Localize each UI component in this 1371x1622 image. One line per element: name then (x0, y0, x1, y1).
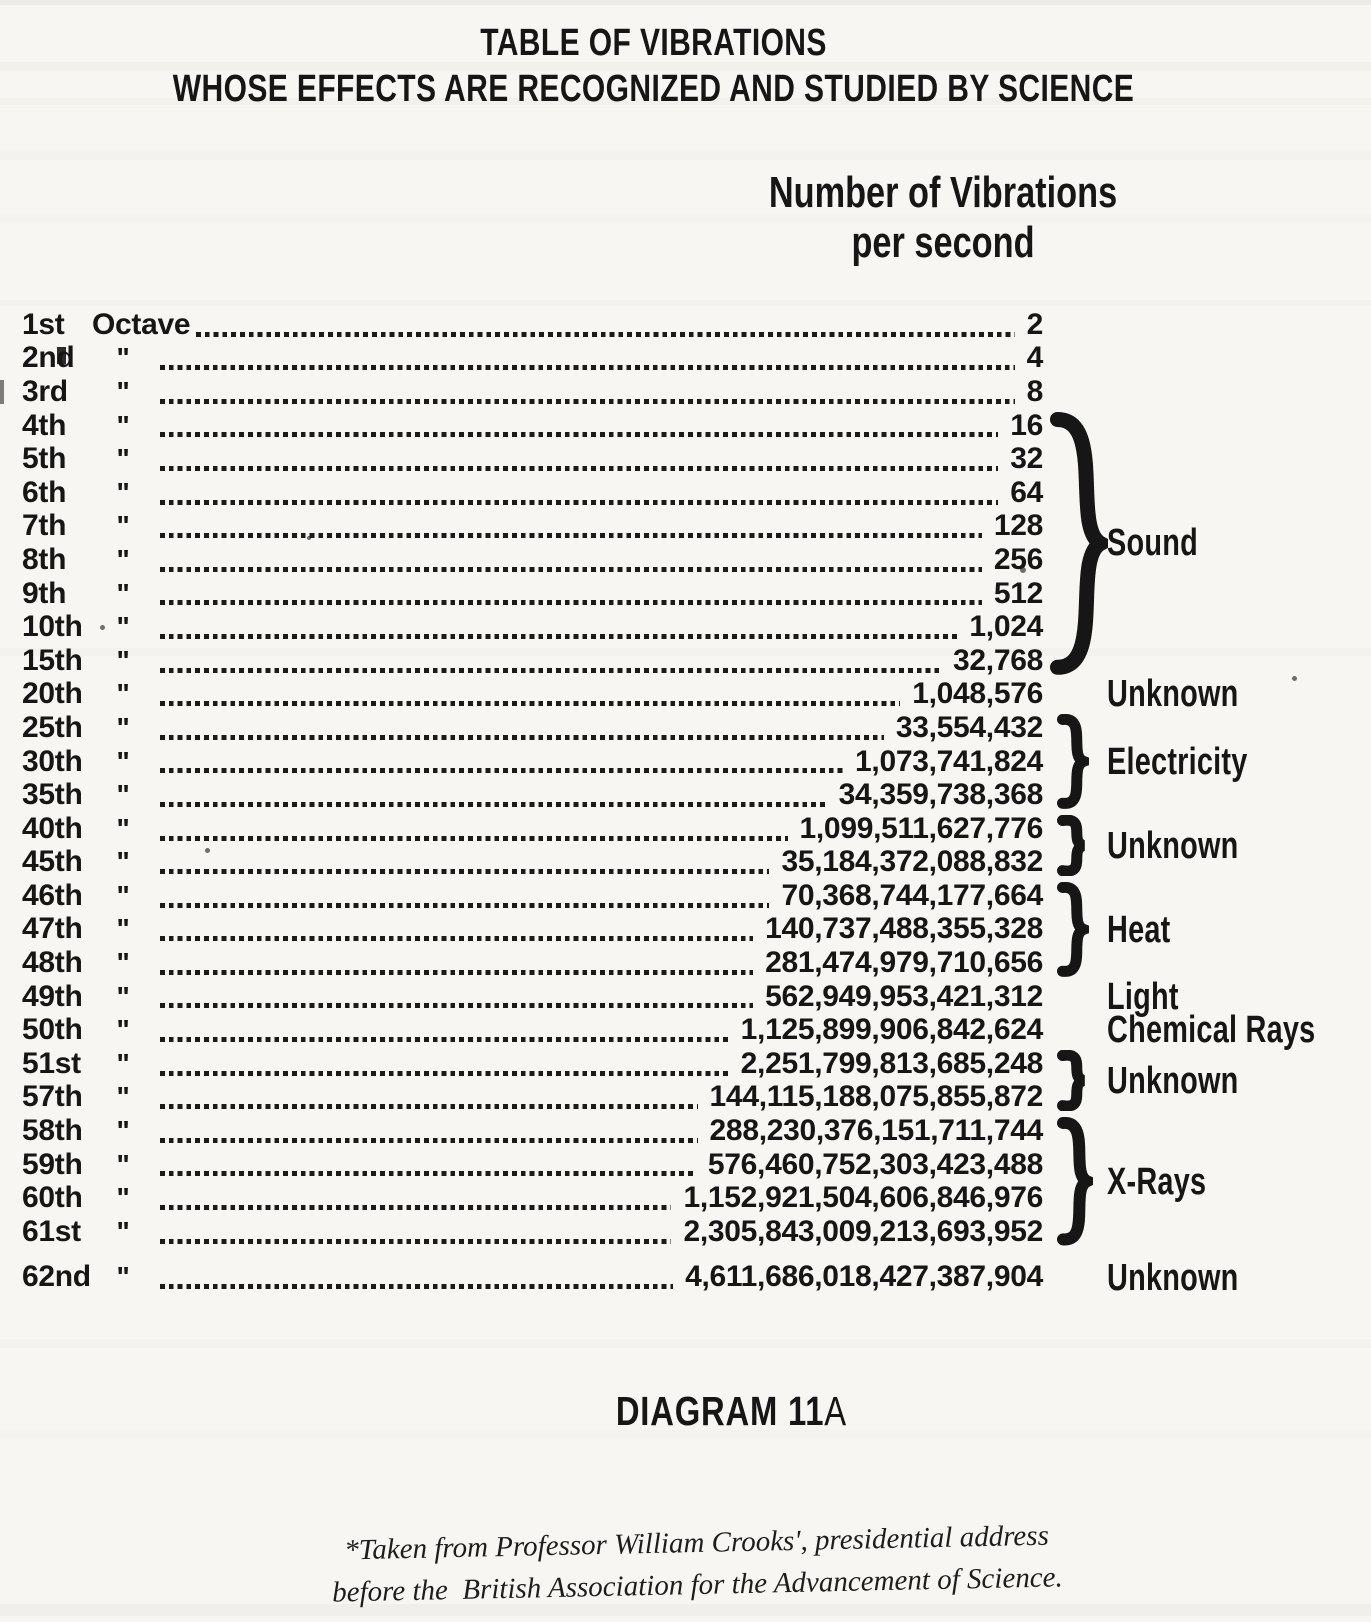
dotted-leader (154, 745, 851, 779)
octave-ordinal: 40th (22, 811, 83, 845)
dotted-leader (154, 543, 990, 577)
octave-unit-label: Octave (92, 307, 191, 341)
vibration-value: 512 (993, 576, 1043, 610)
category-label: Sound (1107, 522, 1198, 565)
octave-ordinal: 5th (22, 442, 67, 476)
table-row (22, 1081, 1043, 1115)
vibration-value: 2,251,799,813,685,248 (740, 1046, 1043, 1080)
octave-ordinal: 9th (22, 576, 67, 610)
dotted-leader (154, 1215, 679, 1249)
octave-ordinal: 25th (22, 710, 83, 744)
table-row (22, 375, 1043, 409)
scan-streak (0, 300, 1371, 306)
octave-ordinal: 7th (22, 509, 67, 543)
octave-ordinal: 60th (22, 1181, 83, 1215)
octave-ordinal: 62nd (22, 1260, 91, 1294)
ditto-mark: " (116, 1182, 130, 1214)
octave-ordinal: 6th (22, 475, 67, 509)
vibration-value: 33,554,432 (895, 710, 1043, 744)
scan-streak (0, 1339, 1371, 1348)
dotted-leader (154, 1114, 706, 1148)
ditto-mark: " (116, 1047, 130, 1079)
ditto-mark: " (116, 1014, 130, 1046)
diagram-caption-suffix: A (824, 1388, 847, 1434)
dotted-leader (154, 980, 761, 1014)
category-label: X-Rays (1107, 1160, 1207, 1203)
ditto-mark: " (116, 1081, 130, 1113)
footnote-line2: before the British Association for the Advancement of Science. (331, 1561, 1064, 1609)
vibration-value: 140,737,488,355,328 (765, 912, 1043, 946)
ditto-mark: " (116, 476, 130, 508)
vibration-value: 1,024 (969, 610, 1043, 644)
dotted-leader (154, 577, 990, 611)
octave-ordinal: 47th (22, 912, 83, 946)
dotted-leader (154, 1047, 737, 1081)
scan-artifact (0, 380, 4, 404)
vibration-value: 2 (1026, 307, 1043, 341)
table-row (22, 1013, 1043, 1047)
table-row (22, 1148, 1043, 1182)
category-label: Light (1107, 975, 1179, 1018)
category-label: Heat (1107, 908, 1171, 951)
category-brace (1055, 1050, 1089, 1111)
octave-ordinal: 30th (22, 744, 83, 778)
vibration-value: 256 (993, 542, 1043, 576)
dotted-leader (154, 510, 990, 544)
category-brace (1048, 412, 1108, 675)
scan-speck (1292, 676, 1297, 681)
scan-streak (0, 150, 1371, 160)
table-row (22, 543, 1043, 577)
category-brace (1055, 1117, 1093, 1245)
ditto-mark: " (116, 779, 130, 811)
category-label: Unknown (1107, 673, 1239, 716)
vibration-value: 16 (1010, 408, 1043, 442)
octave-ordinal: 2nd (22, 341, 75, 375)
category-brace (1055, 714, 1089, 809)
ditto-mark: " (116, 543, 130, 575)
ditto-mark: " (116, 1261, 130, 1293)
table-row (22, 308, 1043, 342)
octave-ordinal: 58th (22, 1114, 83, 1148)
dotted-leader (154, 812, 796, 846)
ditto-mark: " (116, 443, 130, 475)
octave-ordinal: 49th (22, 979, 83, 1013)
footnote-line1: *Taken from Professor William Crooks', presidential address (343, 1519, 1050, 1567)
table-row (22, 913, 1043, 947)
octave-ordinal: 61st (22, 1214, 81, 1248)
table-row (22, 812, 1043, 846)
dotted-leader (154, 846, 777, 880)
vibration-value: 34,359,738,368 (838, 778, 1043, 812)
vibration-value: 35,184,372,088,832 (781, 845, 1043, 879)
octave-ordinal: 3rd (22, 374, 68, 408)
octave-ordinal: 57th (22, 1080, 83, 1114)
table-row (22, 1261, 1043, 1295)
octave-ordinal: 50th (22, 1013, 83, 1047)
dotted-leader (154, 1261, 681, 1295)
ditto-mark: " (116, 678, 130, 710)
dotted-leader (154, 778, 835, 812)
ditto-mark: " (116, 812, 130, 844)
table-row (22, 745, 1043, 779)
ditto-mark: " (116, 947, 130, 979)
octave-ordinal: 35th (22, 778, 83, 812)
octave-ordinal: 4th (22, 408, 67, 442)
table-row (22, 1114, 1043, 1148)
vibration-value: 1,048,576 (912, 677, 1043, 711)
table-row (22, 1047, 1043, 1081)
dotted-leader (154, 1081, 706, 1115)
dotted-leader (154, 1181, 679, 1215)
page-title-line1: TABLE OF VIBRATIONS (480, 22, 827, 64)
value-column-header (709, 168, 1177, 268)
vibration-value: 1,073,741,824 (855, 744, 1043, 778)
table-row (22, 510, 1043, 544)
ditto-mark: " (116, 879, 130, 911)
ditto-mark: " (116, 577, 130, 609)
category-label: Unknown (1107, 824, 1239, 867)
dotted-leader (154, 644, 949, 678)
ditto-mark: " (116, 1215, 130, 1247)
page-title (112, 20, 1195, 112)
ditto-mark: " (116, 342, 130, 374)
category-label: Unknown (1107, 1059, 1239, 1102)
vibration-value: 281,474,979,710,656 (765, 946, 1043, 980)
vibration-value: 562,949,953,421,312 (765, 979, 1043, 1013)
ditto-mark: " (116, 745, 130, 777)
table-row (22, 577, 1043, 611)
table-row (22, 946, 1043, 980)
vibration-value: 1,125,899,906,842,624 (740, 1013, 1043, 1047)
vibration-value: 144,115,188,075,855,872 (709, 1080, 1043, 1114)
table-row (22, 476, 1043, 510)
category-label: Chemical Rays (1107, 1009, 1316, 1052)
dotted-leader (190, 308, 1022, 342)
dotted-leader (154, 409, 1006, 443)
dotted-leader (154, 711, 892, 745)
scan-streak (0, 0, 1371, 5)
value-column-header-line1: Number of Vibrations (768, 168, 1118, 217)
ditto-mark: " (116, 409, 130, 441)
vibration-value: 128 (993, 509, 1043, 543)
ditto-mark: " (116, 980, 130, 1012)
octave-ordinal: 1st (22, 307, 65, 341)
ditto-mark: " (116, 711, 130, 743)
vibration-value: 8 (1026, 374, 1043, 408)
ditto-mark: " (116, 510, 130, 542)
dotted-leader (154, 375, 1023, 409)
vibration-value: 70,368,744,177,664 (781, 878, 1043, 912)
ditto-mark: " (116, 1148, 130, 1180)
ditto-mark: " (116, 1115, 130, 1147)
table-row (22, 778, 1043, 812)
octave-ordinal: 15th (22, 643, 83, 677)
dotted-leader (154, 342, 1023, 376)
dotted-leader (154, 610, 965, 644)
table-row (22, 980, 1043, 1014)
table-row (22, 342, 1043, 376)
table-row (22, 1181, 1043, 1215)
dotted-leader (154, 678, 908, 712)
table-row (22, 879, 1043, 913)
category-label: Electricity (1107, 740, 1248, 783)
octave-ordinal: 46th (22, 878, 83, 912)
table-row (22, 409, 1043, 443)
table-row (22, 1215, 1043, 1249)
category-brace (1055, 815, 1089, 876)
octave-ordinal: 48th (22, 946, 83, 980)
ditto-mark: " (116, 375, 130, 407)
octave-ordinal: 10th (22, 610, 83, 644)
diagram-caption (491, 1388, 971, 1435)
dotted-leader (154, 913, 761, 947)
category-label: Unknown (1107, 1256, 1239, 1299)
dotted-leader (154, 442, 1006, 476)
dotted-leader (154, 879, 777, 913)
vibration-value: 4,611,686,018,427,387,904 (685, 1260, 1043, 1294)
dotted-leader (154, 476, 1006, 510)
vibration-value: 64 (1010, 475, 1043, 509)
value-column-header-line2: per second (851, 218, 1035, 267)
category-brace (1055, 882, 1089, 977)
dotted-leader (154, 946, 761, 980)
octave-ordinal: 8th (22, 542, 67, 576)
table-row (22, 644, 1043, 678)
table-row (22, 610, 1043, 644)
octave-ordinal: 59th (22, 1147, 83, 1181)
table-row (22, 711, 1043, 745)
vibration-value: 2,305,843,009,213,693,952 (683, 1214, 1043, 1248)
octave-ordinal: 51st (22, 1046, 81, 1080)
vibration-value: 1,152,921,504,606,846,976 (683, 1181, 1043, 1215)
ditto-mark: " (116, 644, 130, 676)
vibration-value: 4 (1026, 341, 1043, 375)
octave-ordinal: 20th (22, 677, 83, 711)
diagram-caption-main: DIAGRAM 11 (615, 1388, 825, 1434)
vibrations-table (22, 308, 1043, 1294)
vibration-value: 32,768 (953, 643, 1043, 677)
dotted-leader (154, 1013, 737, 1047)
ditto-mark: " (116, 913, 130, 945)
octave-ordinal: 45th (22, 845, 83, 879)
table-row (22, 442, 1043, 476)
table-row (22, 846, 1043, 880)
page-title-line2: WHOSE EFFECTS ARE RECOGNIZED AND STUDIED BY SCIENCE (172, 68, 1135, 110)
footnote (246, 1513, 1148, 1616)
vibration-value: 1,099,511,627,776 (799, 811, 1043, 845)
vibration-value: 288,230,376,151,711,744 (709, 1114, 1043, 1148)
ditto-mark: " (116, 846, 130, 878)
table-row (22, 678, 1043, 712)
dotted-leader (154, 1148, 704, 1182)
vibration-value: 32 (1010, 442, 1043, 476)
vibration-value: 576,460,752,303,423,488 (707, 1147, 1043, 1181)
ditto-mark: " (116, 611, 130, 643)
